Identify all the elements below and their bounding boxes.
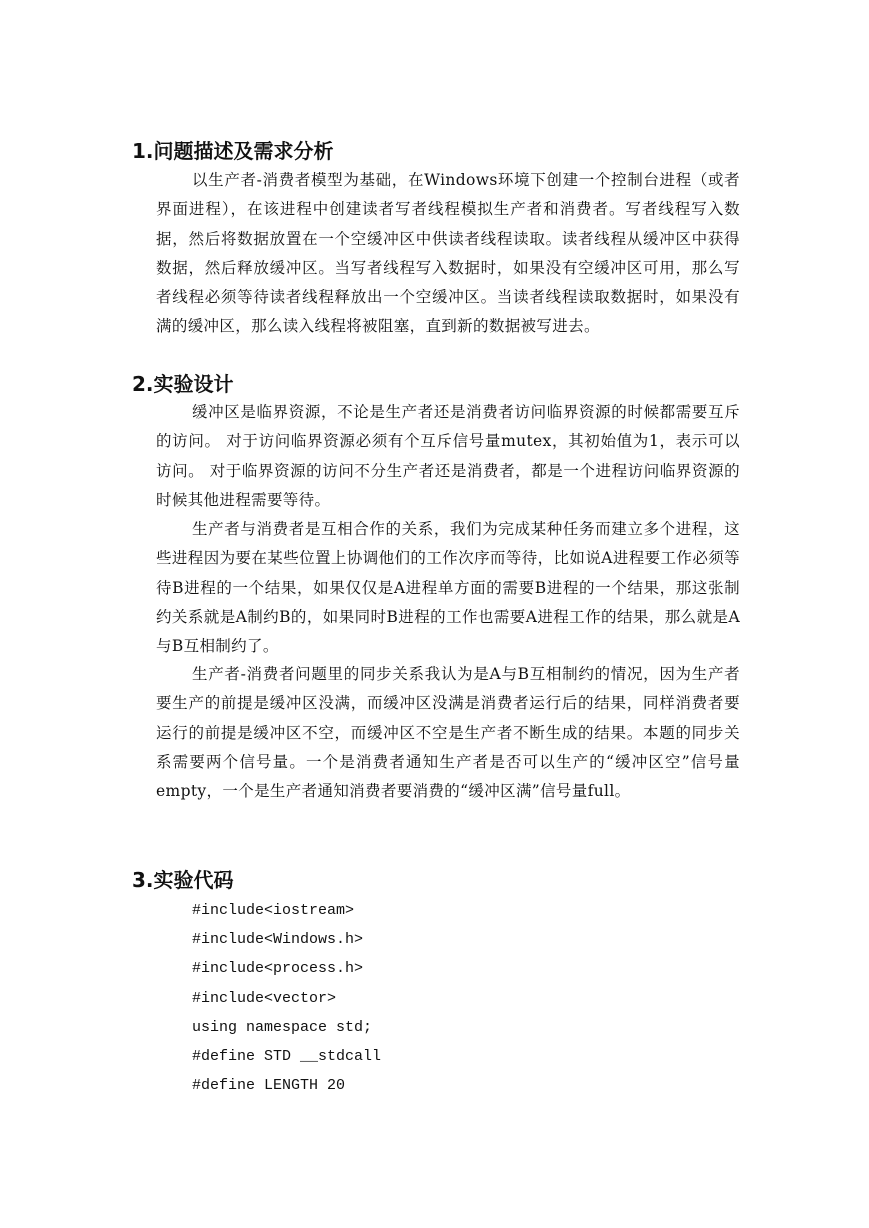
paragraph-design-cooperation: 生产者与消费者是互相合作的关系，我们为完成某种任务而建立多个进程，这些进程因为要在某些位置上协调他们的工作次序而等待，比如说A进程要工作必须等待B进程的一个结果，如果仅仅是A进程单方面的需要B进程的一个结果，那这张制约关系就是A制约B的，如果同时B进程的工作也需要A进程工作的结果，那么就是A与B互相制约了。 (156, 520, 740, 656)
paragraph-design-mutex: 缓冲区是临界资源，不论是生产者还是消费者访问临界资源的时候都需要互斥的访问。 对于访问临界资源必须有个互斥信号量mutex，其初始值为1，表示可以访问。 对于临界资源的访问不分生产者还是消费者，都是一个进程访问临界资源的时候其他进程需要等待。 (156, 403, 740, 509)
code-line: #include<iostream> (192, 902, 355, 919)
code-line: #include<process.h> (192, 960, 364, 978)
code-line: using namespace std; (192, 1018, 373, 1036)
paragraph-problem-description: 以生产者-消费者模型为基础，在Windows环境下创建一个控制台进程（或者界面进程），在该进程中创建读者写者线程模拟生产者和消费者。写者线程写入数据，然后将数据放置在一个空缓冲区中供读者线程读取。读者线程从缓冲区中获得数据，然后释放缓冲区。当写者线程写入数据时，如果没有空缓冲区可用，那么写者线程必须等待读者线程释放出一个空缓冲区。当读者线程读取数据时，如果没有满的缓冲区，那么读入线程将被阻塞，直到新的数据被写进去。 (156, 171, 740, 336)
code-line: #include<vector> (192, 989, 337, 1007)
section-heading-experiment-design: 2.实验设计 (132, 372, 234, 396)
section-heading-experiment-code: 3.实验代码 (132, 868, 234, 892)
code-line: #define STD __stdcall (192, 1047, 382, 1065)
code-listing (192, 896, 381, 1100)
section-heading-problem-description: 1.问题描述及需求分析 (132, 139, 334, 163)
code-line: #define LENGTH 20 (192, 1077, 346, 1095)
code-line: #include<Windows.h> (192, 931, 364, 949)
paragraph-design-synchronization: 生产者-消费者问题里的同步关系我认为是A与B互相制约的情况，因为生产者要生产的前提是缓冲区没满，而缓冲区没满是消费者运行后的结果，同样消费者要运行的前提是缓冲区不空，而缓冲区不空是生产者不断生成的结果。本题的同步关系需要两个信号量。一个是消费者通知生产者是否可以生产的“缓冲区空”信号量empty，一个是生产者通知消费者要消费的“缓冲区满”信号量full。 (156, 665, 740, 801)
